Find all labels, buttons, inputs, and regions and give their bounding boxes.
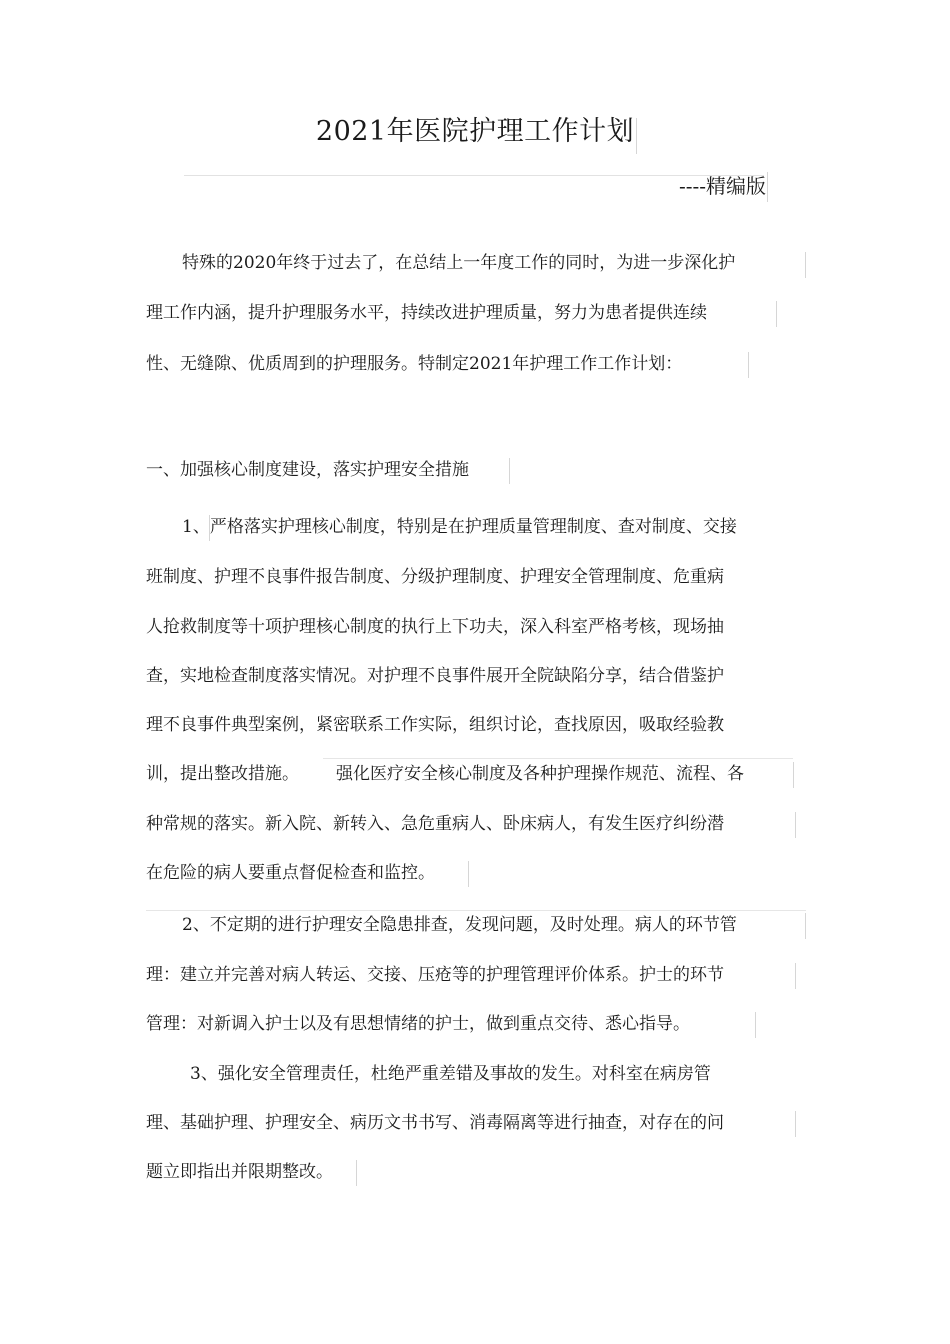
line-end-mark	[795, 812, 796, 838]
line-end-mark	[805, 913, 806, 939]
line-end-mark	[468, 861, 469, 887]
line-end-mark	[356, 1160, 357, 1186]
line-end-mark	[776, 301, 777, 327]
line-end-mark	[748, 352, 749, 378]
line-end-mark	[795, 963, 796, 989]
document-page: 2021年医院护理工作计划 ----精编版 特殊的2020年终于过去了，在总结上一年度工作的同时，为进一步深化护 理工作内涵，提升护理服务水平，持续改进护理质量，努力为患者提供连续 性、无缝隙、优质周到的护理服务。特制定2021年护理工作工作计划： 一、加强核心制度建设，落实护理安全措施 1、严格落实护理核心制度，特别是在护理质量管理制度、查对制度、交接 班制度、护理不良事件报告制度、分级护理制度、护理安全管理制度、危重病 人抢救制度等十项护理核心制度的执行上下功夫，深入科室严格考核，现场抽 查，实地检查制度落实情况。对护理不良事件展开全院缺陷分享，结合借鉴护 理不良事件典型案例，紧密联系工作实际，组织讨论，查找原因，吸取经验教 训，提出整改措施。 强化医疗安全核心制度及各种护理操作规范、流程、各 种常规的落实。新入院、新转入、急危重病人、卧床病人，有发生医疗纠纷潜 在危险的病人要重点督促检查和监控。 2、不定期的进行护理安全隐患排查，发现问题，及时处理。病人的环节管 理：建立并完善对病人转运、交接、压疮等的护理管理评价体系。护士的环节 管理：对新调入护士以及有思想情绪的护士，做到重点交待、悉心指导。 3、强化安全管理责任，杜绝严重差错及事故的发生。对科室在病房管 理、基础护理、护理安全、病历文书书写、消毒隔离等进行抽查，对存在的问 题立即指出并限期整改。	[0, 0, 950, 1344]
subtitle-cursor-mark	[767, 172, 768, 202]
line-end-mark	[509, 458, 510, 484]
inline-edit-mark	[323, 758, 793, 759]
line-end-mark	[805, 252, 806, 278]
document-title: 2021年医院护理工作计划	[315, 116, 635, 147]
line-end-mark	[793, 762, 794, 788]
line-end-mark	[755, 1012, 756, 1038]
document-subtitle: ----精编版	[678, 174, 766, 198]
title-cursor-mark	[636, 118, 637, 154]
line-end-mark	[795, 1111, 796, 1137]
